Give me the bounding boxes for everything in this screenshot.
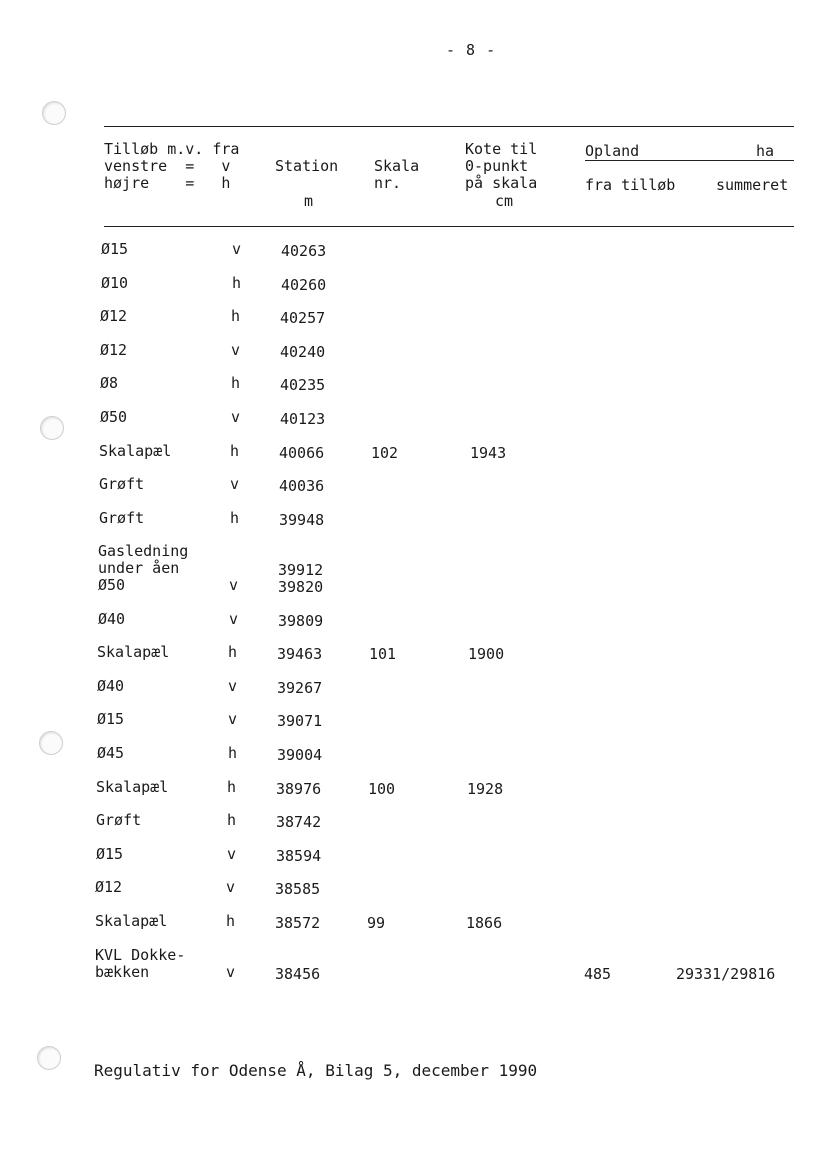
row-station: 40263 [281,242,327,260]
row-name-line2: under åen [98,559,180,577]
row-name: Ø10 [101,274,129,292]
row-side: h [227,778,237,796]
row-side: h [227,811,237,829]
row-station: 38976 [276,780,322,798]
row-name: Gasledning [98,542,189,560]
row-skala: 102 [371,444,399,462]
opland-underline [585,160,794,161]
row-station: 39071 [277,712,323,730]
table-row [0,913,821,947]
row-kote: 1866 [466,914,503,932]
row-name-line2: bækken [95,963,150,981]
row-name: Ø40 [98,610,126,628]
row-name: Ø45 [97,744,125,762]
row-kote: 1900 [468,645,505,663]
header-summeret: summeret [716,176,789,194]
row-station: 38742 [276,813,322,831]
row-name: Skalapæl [96,778,169,796]
row-station: 40235 [280,376,326,394]
row-station: 39820 [278,578,324,596]
row-skala: 100 [368,780,396,798]
header-opland-unit: ha [756,142,775,160]
header-kote-line2: 0-punkt [465,157,529,175]
row-kote: 1943 [470,444,507,462]
row-station: 39948 [279,511,325,529]
row-side: h [228,744,238,762]
row-side: v [231,408,241,426]
row-name: Ø15 [97,710,125,728]
row-skala: 99 [367,914,386,932]
table-row [0,409,826,443]
header-tillob-line2: venstre = v [104,157,231,175]
row-side: v [226,963,236,981]
table-row [0,443,825,477]
table-row [0,342,826,376]
row-name: Skalapæl [99,442,172,460]
row-name: Skalapæl [97,643,170,661]
row-side: h [226,912,236,930]
page-number: - 8 - [446,41,497,59]
row-name: Ø15 [101,240,129,258]
row-side: v [232,240,242,258]
table-row [0,879,821,913]
row-side: v [231,341,241,359]
table-row [0,543,824,577]
row-side: h [228,643,238,661]
header-tillob-line1: Tilløb m.v. fra [104,140,240,158]
table-row [0,577,824,611]
row-side: v [228,710,238,728]
row-side: v [228,677,238,695]
table-row [0,375,826,409]
row-station: 39004 [277,746,323,764]
row-opland-summeret: 29331/29816 [676,965,776,983]
table-row [0,275,827,309]
row-name: Ø15 [96,845,124,863]
row-station: 40240 [280,343,326,361]
header-station-unit: m [304,192,314,210]
header-skala: Skala [374,157,420,175]
row-station: 40036 [279,477,325,495]
footer-text: Regulativ for Odense Å, Bilag 5, december 1990 [94,1061,538,1080]
row-station: 39267 [277,679,323,697]
table-row [0,241,827,275]
row-station: 40123 [280,410,326,428]
table-row [0,308,826,342]
row-station: 38456 [275,965,321,983]
row-station: 39912 [278,561,324,579]
row-name: Ø12 [95,878,123,896]
row-side: h [231,307,241,325]
row-skala: 101 [369,645,397,663]
table-row [0,846,822,880]
row-name: Ø8 [100,374,119,392]
row-name: Grøft [99,509,145,527]
row-side: h [230,442,240,460]
header-tillob-line3: højre = h [104,174,231,192]
row-opland-fra: 485 [584,965,612,983]
row-name: KVL Dokke- [95,946,186,964]
table-row [0,947,821,981]
row-station: 38572 [275,914,321,932]
table-row [0,476,825,510]
table-row [0,711,823,745]
row-station: 40260 [281,276,327,294]
row-name: Skalapæl [95,912,168,930]
row-side: v [229,610,239,628]
row-side: h [231,374,241,392]
table-row [0,644,823,678]
row-name: Ø12 [100,307,128,325]
row-name: Ø12 [100,341,128,359]
header-top-rule [104,126,794,127]
header-opland: Opland [585,142,640,160]
table-row [0,812,822,846]
row-station: 39463 [277,645,323,663]
row-name: Grøft [96,811,142,829]
header-kote-line3: på skala [465,174,538,192]
row-station: 40066 [279,444,325,462]
row-side: v [229,576,239,594]
row-side: h [230,509,240,527]
header-kote-unit: cm [495,192,514,210]
header-kote-line1: Kote til [465,140,538,158]
row-side: v [230,475,240,493]
row-kote: 1928 [467,780,504,798]
punch-hole-1 [42,101,66,125]
row-name: Ø50 [98,576,126,594]
table-row [0,745,823,779]
row-station: 39809 [278,612,324,630]
header-station: Station [275,157,339,175]
row-name: Ø50 [100,408,128,426]
table-row [0,510,825,544]
punch-hole-4 [37,1046,61,1070]
header-fra-tillob: fra tilløb [585,176,676,194]
header-skala-nr: nr. [374,174,402,192]
row-name: Ø40 [97,677,125,695]
row-station: 40257 [280,309,326,327]
row-station: 38585 [275,880,321,898]
row-name: Grøft [99,475,145,493]
row-side: v [226,878,236,896]
row-side: v [227,845,237,863]
table-row [0,611,824,645]
row-side: h [232,274,242,292]
table-row [0,779,822,813]
table-row [0,678,823,712]
header-bottom-rule [104,226,794,227]
row-station: 38594 [276,847,322,865]
